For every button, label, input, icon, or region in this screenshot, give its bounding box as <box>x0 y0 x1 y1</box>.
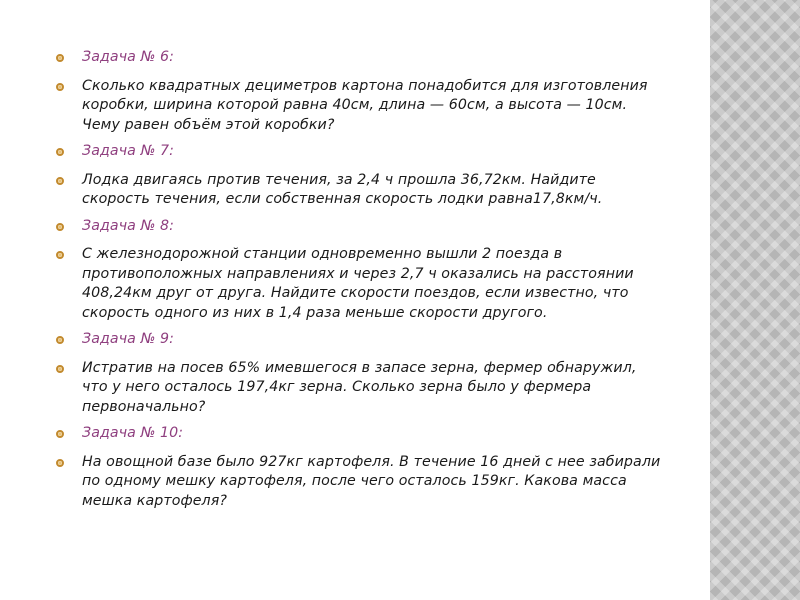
task-9-title <box>56 330 686 350</box>
task-8-line-3: 408,24км друг от друга. Найдите скорости поездов, если известно, что <box>82 285 629 301</box>
task-9-line-3: первоначально? <box>82 398 206 415</box>
task-10-text <box>56 453 686 512</box>
bullet-icon <box>56 430 64 438</box>
task-6-title-text: Задача № 6: <box>82 49 175 65</box>
task-7-line-2: скорость течения, если собственная скорость лодки равна17,8км/ч. <box>82 191 603 207</box>
task-10-line-3: мешка картофеля? <box>82 492 227 509</box>
task-8-title-text: Задача № 8: <box>82 217 175 234</box>
task-6-line-3: Чему равен объём этой коробки? <box>82 116 335 133</box>
task-9-line-1: Истратив на посев 65% имевшегося в запасе зерна, фермер обнаружил, <box>82 359 637 376</box>
task-7-line-1: Лодка двигаясь против течения, за 2,4 ч прошла 36,72км. Найдите <box>82 171 596 188</box>
task-8-line-4: скорость одного из них в 1,4 раза меньше скорости другого. <box>82 304 548 321</box>
task-7-text <box>56 171 686 210</box>
task-10-line-2: по одному мешку картофеля, после чего осталось 159кг. Какова масса <box>82 473 627 489</box>
bullet-icon <box>56 54 64 62</box>
bullet-icon <box>56 223 64 231</box>
task-8-line-1: С железнодорожной станции одновременно вышли 2 поезда в <box>82 246 563 262</box>
bullet-icon <box>56 83 64 91</box>
bullet-icon <box>56 148 64 156</box>
bullet-icon <box>56 251 64 259</box>
task-9-text <box>56 359 686 418</box>
task-10-line-1: На овощной базе было 927кг картофеля. В течение 16 дней с нее забирали <box>82 453 661 470</box>
task-7-title <box>56 142 686 162</box>
bullet-icon <box>56 336 64 344</box>
decorative-side-band <box>710 0 800 600</box>
task-list <box>56 48 686 518</box>
task-6-line-2: коробки, ширина которой равна 40см, длина — 60см, а высота — 10см. <box>82 97 628 113</box>
task-8-text <box>56 245 686 323</box>
task-8-title <box>56 217 686 237</box>
task-9-line-2: что у него осталось 197,4кг зерна. Сколько зерна было у фермера <box>82 379 592 395</box>
task-6-title <box>56 48 686 68</box>
bullet-icon <box>56 459 64 467</box>
task-7-title-text: Задача № 7: <box>82 143 175 159</box>
bullet-icon <box>56 177 64 185</box>
task-10-title <box>56 424 686 444</box>
bullet-icon <box>56 365 64 373</box>
task-10-title-text: Задача № 10: <box>82 425 184 441</box>
task-6-line-1: Сколько квадратных дециметров картона понадобится для изготовления <box>82 77 648 94</box>
task-8-line-2: противоположных направлениях и через 2,7 ч оказались на расстоянии <box>82 265 634 282</box>
task-9-title-text: Задача № 9: <box>82 331 175 347</box>
task-6-text <box>56 77 686 136</box>
